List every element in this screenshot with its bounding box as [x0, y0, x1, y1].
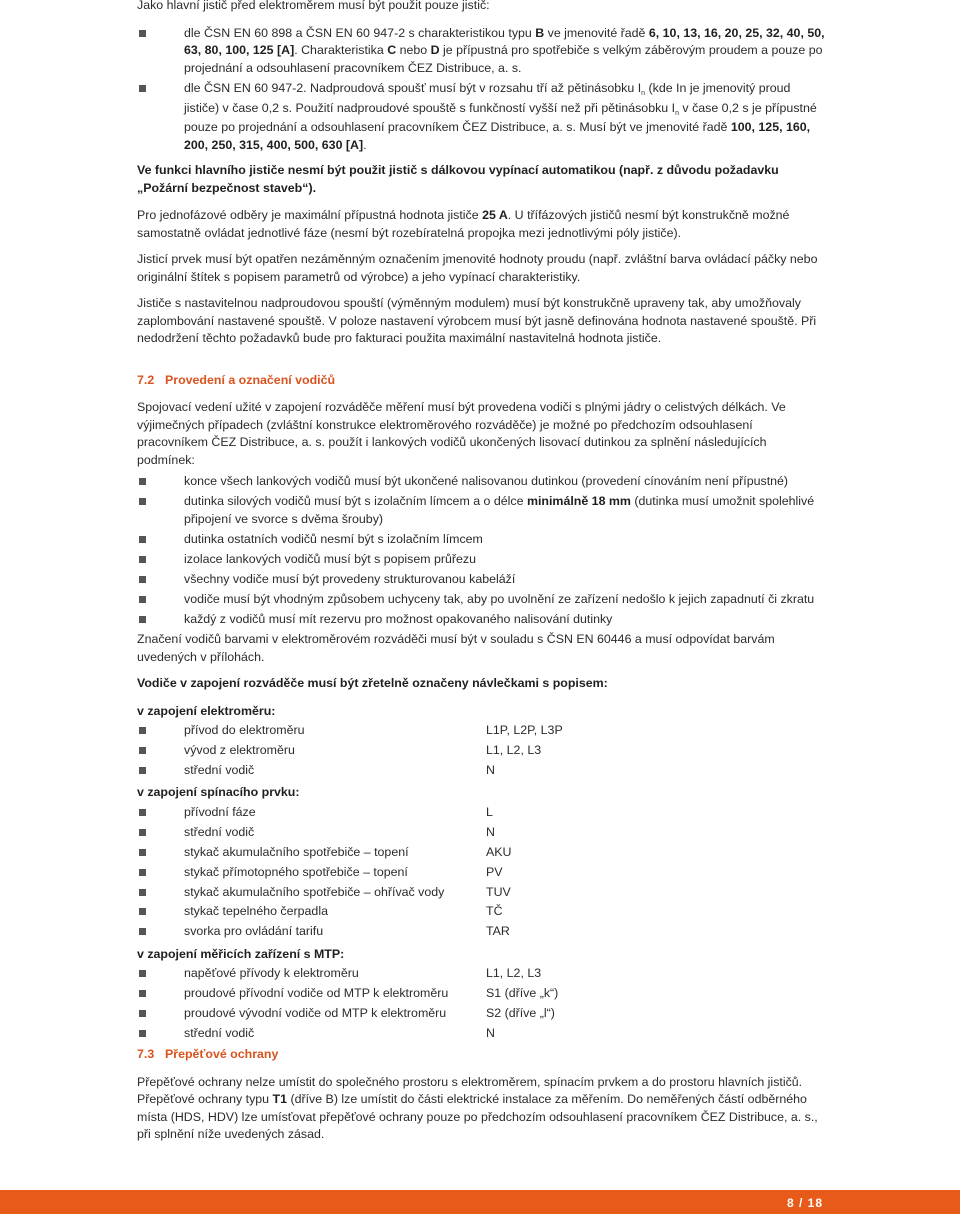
section-heading-7-2: 7.2 Provedení a označení vodičů	[137, 372, 336, 387]
list-item: dle ČSN EN 60 898 a ČSN EN 60 947-2 s charakteristikou typu B ve jmenovité řadě 6, 10, 13, 16, 20, 25, 32, 40, 50, 63, 80, 100, 125 [A]. Charakteristika C nebo D je přípustná pro spotřebiče s velkým záběrovým proudem a pouze po projednání a odsouhlasení pracovníkem ČEZ Distribuce, a. s.	[137, 25, 827, 78]
section-heading-7-3: 7.3 Přepěťové ochrany	[137, 1047, 279, 1062]
list-item: stykač tepelného čerpadla TČ	[137, 903, 827, 921]
paragraph: Pro jednofázové odběry je maximální přípustná hodnota jističe 25 A. U třífázových jističů nesmí být konstrukčně možné samostatně ovládat jednotlivé fáze (nesmí být rozebíratelná propojka mezi jednotlivými póly jističe).	[137, 208, 790, 240]
list-item: dutinka ostatních vodičů nesmí být s izolačním límcem	[137, 531, 827, 549]
list-item: stykač přímotopného spotřebiče – topení PV	[137, 864, 827, 882]
paragraph: Přepěťové ochrany nelze umístit do společného prostoru s elektroměrem, spínacím prvkem a do prostoru hlavních jističů. Přepěťové ochrany typu T1 (dříve B) lze umístit do části elektrické instalace za měřením. Do neměřených částí odběrného místa (HDS, HDV) lze umísťovat přepěťové ochrany pouze po předchozím odsouhlasení pracovníkem ČEZ Distribuce, a. s., při splnění níže uvedených zásad.	[137, 1074, 818, 1142]
page-number: 8 / 18	[786, 1196, 823, 1210]
list-item: střední vodič N	[137, 824, 827, 842]
list-item: proudové přívodní vodiče od MTP k elektroměru S1 (dříve „k“)	[137, 985, 827, 1003]
group-title: v zapojení elektroměru:	[137, 703, 276, 718]
list-item: každý z vodičů musí mít rezervu pro možnost opakovaného nalisování dutinky	[137, 611, 827, 629]
conditions-list	[137, 473, 827, 629]
list-item: dutinka silových vodičů musí být s izolačním límcem a o délce minimálně 18 mm (dutinka musí umožnit spolehlivé připojení ve svorce s dvěma šrouby)	[137, 493, 827, 528]
list-item: napěťové přívody k elektroměru L1, L2, L3	[137, 965, 827, 983]
footer-bar	[0, 1190, 960, 1214]
paragraph: Značení vodičů barvami v elektroměrovém rozváděči musí být v souladu s ČSN EN 60446 a musí odpovídat barvám uvedených v přílohách.	[137, 632, 775, 664]
list-item: dle ČSN EN 60 947-2. Nadproudová spoušť musí být v rozsahu tří až pětinásobku $I_n$ (kde In je jmenovitý proud jističe) v čase 0,2 s. Použití nadproudové spouště s funkčností vyšší než při pětinásobku $I_n$ v čase 0,2 s je přípustné pouze po projednání a odsouhlasení pracovníkem ČEZ Distribuce, a. s. Musí být ve jmenovité řadě 100, 125, 160, 200, 250, 315, 400, 500, 630 [A].	[137, 80, 827, 154]
document-page	[137, 0, 827, 1144]
bold-paragraph: Vodiče v zapojení rozváděče musí být zřetelně označeny návlečkami s popisem:	[137, 676, 608, 691]
list-item: střední vodič N	[137, 1025, 827, 1043]
list-item: izolace lankových vodičů musí být s popisem průřezu	[137, 551, 827, 569]
list-item: proudové vývodní vodiče od MTP k elektroměru S2 (dříve „l“)	[137, 1005, 827, 1023]
group-title: v zapojení měřicích zařízení s MTP:	[137, 946, 345, 961]
list-item: vývod z elektroměru L1, L2, L3	[137, 742, 827, 760]
list-item: stykač akumulačního spotřebiče – topení AKU	[137, 844, 827, 862]
paragraph: Jističe s nastavitelnou nadproudovou spouští (výměnným modulem) musí být konstrukčně upraveny tak, aby umožňovaly zaplombování nastavené spouště. V poloze nastavení výrobcem musí být jasně definována hodnota nastavené spouště. Při nedodržení těchto požadavků bude pro fakturaci použita maximální nastavitelná hodnota jističe.	[137, 296, 817, 345]
breaker-requirements-list	[137, 25, 827, 155]
paragraph: Spojovací vedení užité v zapojení rozváděče měření musí být provedena vodiči s plnými jádry o celistvých délkách. Ve výjimečných případech (zvláštní konstrukce elektroměrového rozváděče) je možné po předchozím odsouhlasení pracovníkem ČEZ Distribuce, a. s. použít i lankových vodičů ukončených lisovací dutinkou za splnění následujících podmínek:	[137, 400, 786, 467]
list-item: vodiče musí být vhodným způsobem uchyceny tak, aby po uvolnění ze zařízení nedošlo k jejich zapadnutí či zkratu	[137, 591, 827, 609]
list-item: střední vodič N	[137, 762, 827, 780]
intro-text: Jako hlavní jistič před elektroměrem musí být použit pouze jistič:	[137, 0, 490, 12]
list-item: přívodní fáze L	[137, 804, 827, 822]
list-item: konce všech lankových vodičů musí být ukončené nalisovanou dutinkou (provedení cínováním není přípustné)	[137, 473, 827, 491]
group-title: v zapojení spínacího prvku:	[137, 785, 300, 800]
switch-wiring-list	[137, 804, 827, 941]
bold-paragraph: Ve funkci hlavního jističe nesmí být použit jistič s dálkovou vypínací automatikou (např. z důvodu požadavku „Požární bezpečnost staveb“).	[137, 163, 779, 195]
list-item: všechny vodiče musí být provedeny strukturovanou kabeláží	[137, 571, 827, 589]
meter-wiring-list	[137, 722, 827, 779]
list-item: přívod do elektroměru L1P, L2P, L3P	[137, 722, 827, 740]
list-item: stykač akumulačního spotřebiče – ohřívač vody TUV	[137, 884, 827, 902]
paragraph: Jisticí prvek musí být opatřen nezáměnným označením jmenovité hodnoty proudu (např. zvláštní barva ovládací páčky nebo originální štítek s popisem parametrů od výrobce) a jeho vypínací charakteristiky.	[137, 252, 818, 284]
mtp-wiring-list	[137, 965, 827, 1042]
list-item: svorka pro ovládání tarifu TAR	[137, 923, 827, 941]
